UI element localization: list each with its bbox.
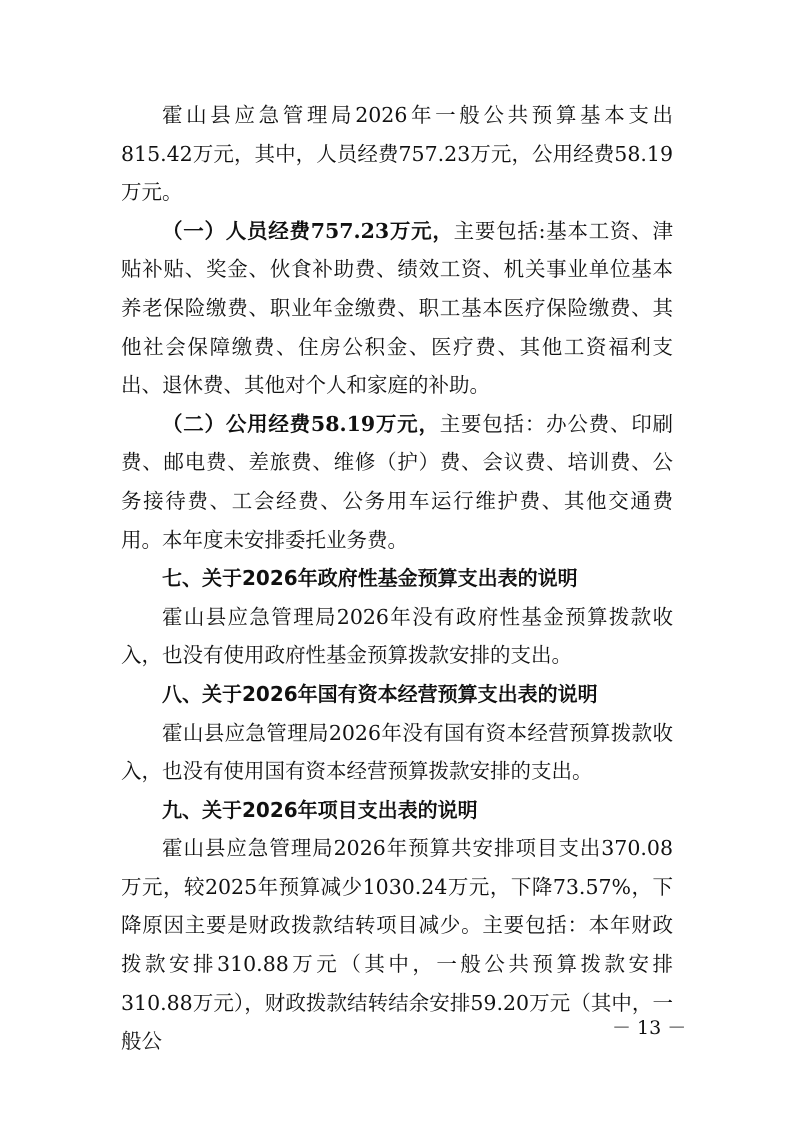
paragraph-basic-expenditure: 霍山县应急管理局2026年一般公共预算基本支出815.42万元，其中，人员经费757.23万元，公用经费58.19万元。 xyxy=(121,103,673,205)
paragraph-government-fund: 霍山县应急管理局2026年没有政府性基金预算拨款收入，也没有使用政府性基金预算拨款安排的支出。 xyxy=(121,604,673,668)
public-expenses-text: 主要包括：办公费、印刷费、邮电费、差旅费、维修（护）费、会议费、培训费、公务接待费、工会经费、公务用车运行维护费、其他交通费用。本年度未安排委托业务费。 xyxy=(121,411,673,552)
section-heading-8: 八、关于2026年国有资本经营预算支出表的说明 xyxy=(162,681,598,706)
document-body xyxy=(121,96,673,1061)
paragraph-state-capital: 霍山县应急管理局2026年没有国有资本经营预算拨款收入，也没有使用国有资本经营预算拨款安排的支出。 xyxy=(121,720,673,784)
paragraph-personnel-expenses xyxy=(121,212,673,405)
section-heading-7: 七、关于2026年政府性基金预算支出表的说明 xyxy=(162,566,578,591)
paragraph-public-expenses xyxy=(121,405,673,559)
public-expenses-heading: （二）公用经费58.19万元， xyxy=(162,411,440,436)
page-number: － 13 － xyxy=(612,1017,687,1039)
personnel-expenses-heading: （一）人员经费757.23万元， xyxy=(162,218,454,243)
paragraph-project-expenditure: 霍山县应急管理局2026年预算共安排项目支出370.08万元，较2025年预算减少1030.24万元，下降73.57%，下降原因主要是财政拨款结转项目减少。主要包括：本年财政拨款安排310.88万元（其中，一般公共预算拨款安排310.88万元），财政拨款结转结余安排59.20万元（其中，一般公 xyxy=(121,836,673,1054)
section-heading-9: 九、关于2026年项目支出表的说明 xyxy=(162,797,478,822)
personnel-expenses-text: 主要包括:基本工资、津贴补贴、奖金、伙食补助费、绩效工资、机关事业单位基本养老保险缴费、职业年金缴费、职工基本医疗保险缴费、其他社会保障缴费、住房公积金、医疗费、其他工资福利支出、退休费、其他对个人和家庭的补助。 xyxy=(121,218,673,398)
